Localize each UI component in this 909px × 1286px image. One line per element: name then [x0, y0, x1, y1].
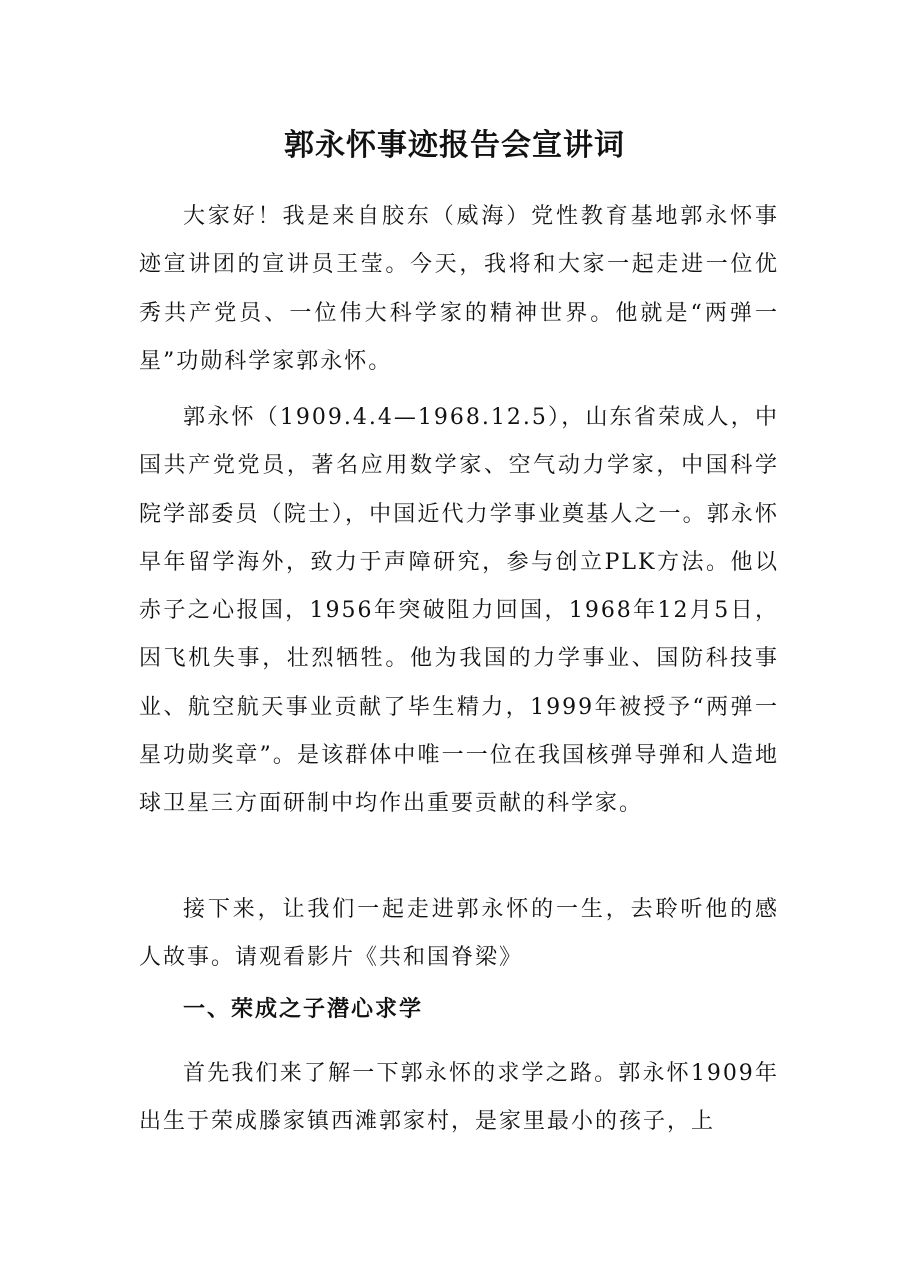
document-title: 郭永怀事迹报告会宣讲词 — [284, 128, 625, 163]
section-paragraph: 首先我们来了解一下郭永怀的求学之路。郭永怀1909年出生于荣成滕家镇西滩郭家村，是家里最小的孩子，上 — [139, 1061, 779, 1135]
transition-paragraph: 接下来，让我们一起走进郭永怀的一生，去聆听他的感人故事。请观看影片《共和国脊梁》 — [139, 897, 779, 971]
biography-paragraph: 郭永怀（1909.4.4—1968.12.5），山东省荣成人，中国共产党党员，著名应用数学家、空气动力学家，中国科学院学部委员（院士），中国近代力学事业奠基人之一。郭永怀早年留学海外，致力于声障研究，参与创立PLK方法。他以赤子之心报国，1956年突破阻力回国，1968年12月5日，因飞机失事，壮烈牺牲。他为我国的力学事业、国防科技事业、航空航天事业贡献了毕生精力，1999年被授予“两弹一星功勋奖章”。是该群体中唯一一位在我国核弹导弹和人造地球卫星三方面研制中均作出重要贡献的科学家。 — [139, 405, 779, 817]
intro-paragraph: 大家好！我是来自胶东（威海）党性教育基地郭永怀事迹宣讲团的宣讲员王莹。今天，我将和大家一起走进一位优秀共产党员、一位伟大科学家的精神世界。他就是“两弹一星”功勋科学家郭永怀。 — [139, 204, 779, 374]
section-heading: 一、荣成之子潜心求学 — [183, 997, 424, 1022]
